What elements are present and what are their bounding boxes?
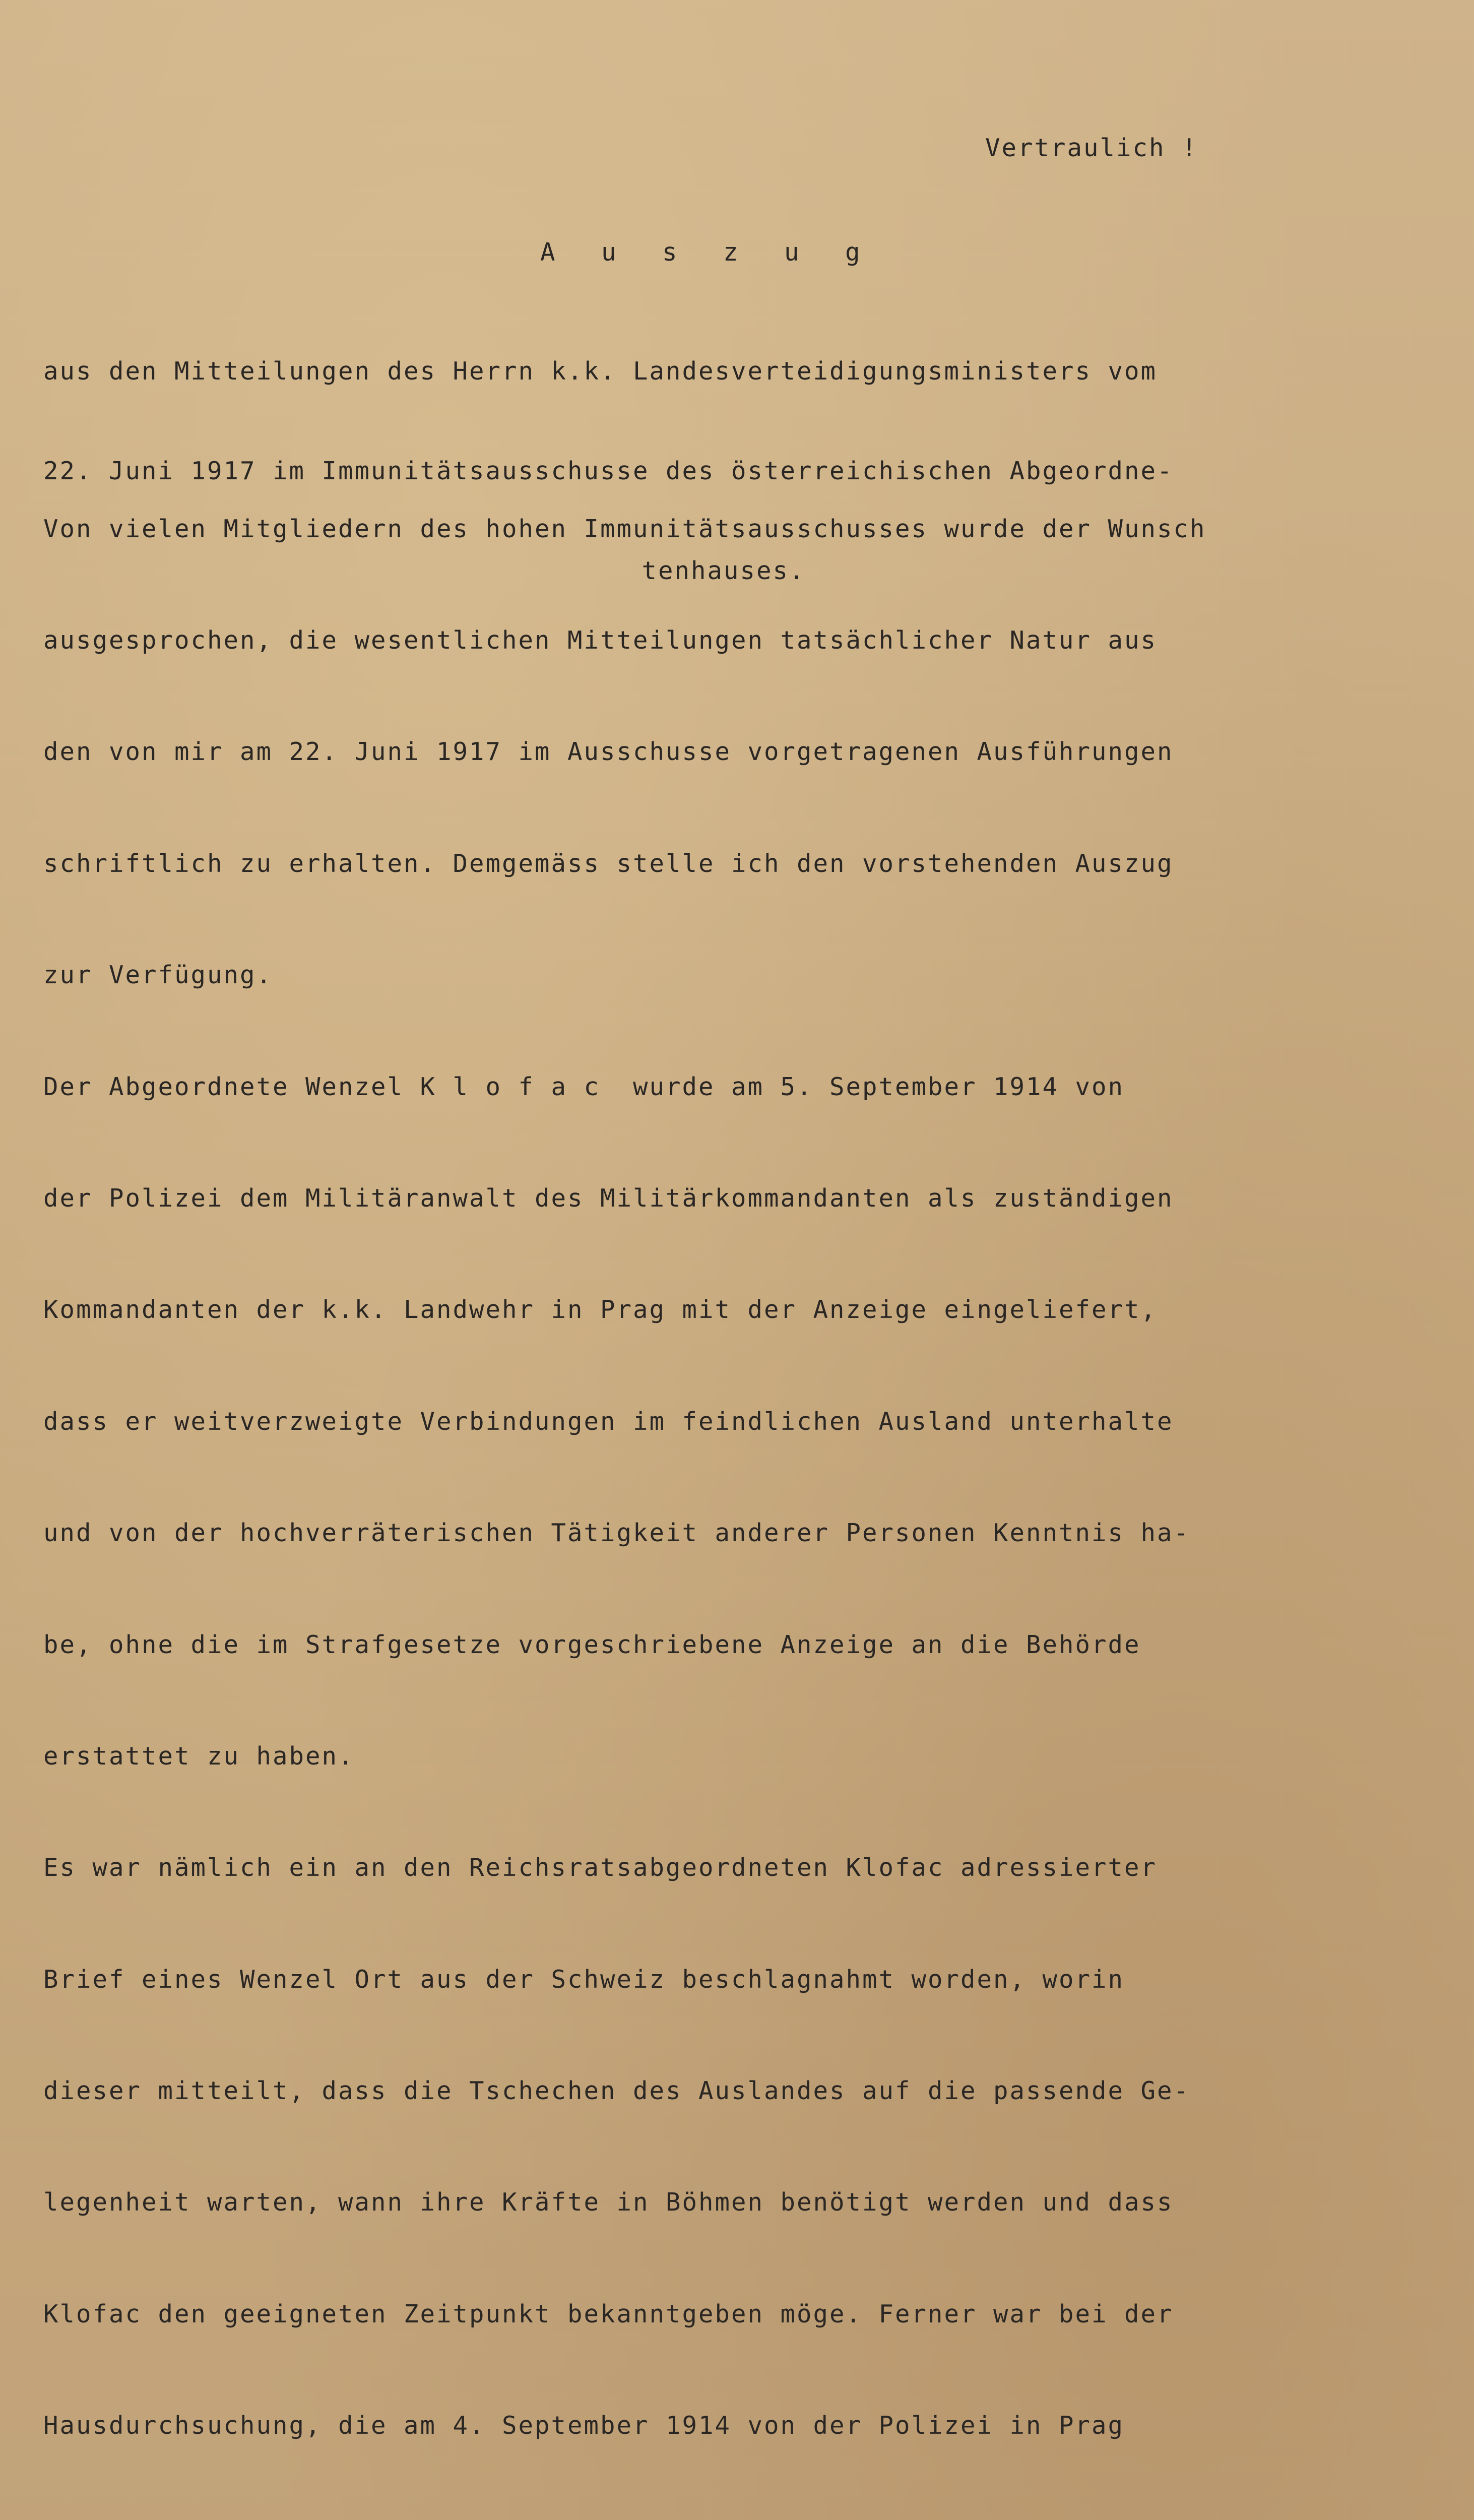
document-title: A u s z u g (540, 238, 876, 267)
text-line: und von der hochverräterischen Tätigkeit anderer Personen Kenntnis ha- (43, 1519, 1190, 1548)
text-line: Von vielen Mitgliedern des hohen Immunitätsausschusses wurde der Wunsch (43, 514, 1206, 543)
text-line: legenheit warten, wann ihre Kräfte in Böhmen benötigt werden und dass (43, 2188, 1174, 2217)
text-line: Der Abgeordnete Wenzel K l o f a c wurde am 5. September 1914 von (43, 1072, 1125, 1101)
text-line: schriftlich zu erhalten. Demgemäss stelle ich den vorstehenden Auszug (43, 849, 1174, 878)
text-line: dass er weitverzweigte Verbindungen im feindlichen Ausland unterhalte (43, 1407, 1174, 1436)
text-line: ausgesprochen, die wesentlichen Mitteilungen tatsächlicher Natur aus (43, 625, 1158, 655)
subtitle-line: tenhauses. (642, 556, 806, 585)
text-line: Brief eines Wenzel Ort aus der Schweiz beschlagnahmt worden, worin (43, 1965, 1125, 1994)
body-text (43, 436, 1206, 2520)
text-line: Klofac den geeigneten Zeitpunkt bekanntgeben möge. Ferner war bei der (43, 2299, 1174, 2328)
subtitle-line: 22. Juni 1917 im Immunitätsausschusse des österreichischen Abgeordne- (43, 457, 1174, 485)
text-line: Kommandanten der k.k. Landwehr in Prag mit der Anzeige eingeliefert, (43, 1295, 1158, 1325)
text-line: zur Verfügung. (43, 961, 273, 990)
text-line: Es war nämlich ein an den Reichsratsabgeordneten Klofac adressierter (43, 1853, 1158, 1882)
subtitle-line: aus den Mitteilungen des Herrn k.k. Landesverteidigungsministers vom (43, 357, 1158, 386)
text-line: be, ohne die im Strafgesetze vorgeschriebene Anzeige an die Behörde (43, 1630, 1141, 1659)
text-line: dieser mitteilt, dass die Tschechen des Auslandes auf die passende Ge- (43, 2076, 1190, 2106)
text-line: erstattet zu haben. (43, 1741, 355, 1771)
text-line: der Polizei dem Militäranwalt des Militärkommandanten als zuständigen (43, 1183, 1174, 1213)
confidential-mark: Vertraulich ! (985, 134, 1198, 162)
text-line: den von mir am 22. Juni 1917 im Ausschusse vorgetragenen Ausführungen (43, 737, 1174, 767)
text-line: Hausdurchsuchung, die am 4. September 1914 von der Polizei in Prag (43, 2411, 1125, 2440)
